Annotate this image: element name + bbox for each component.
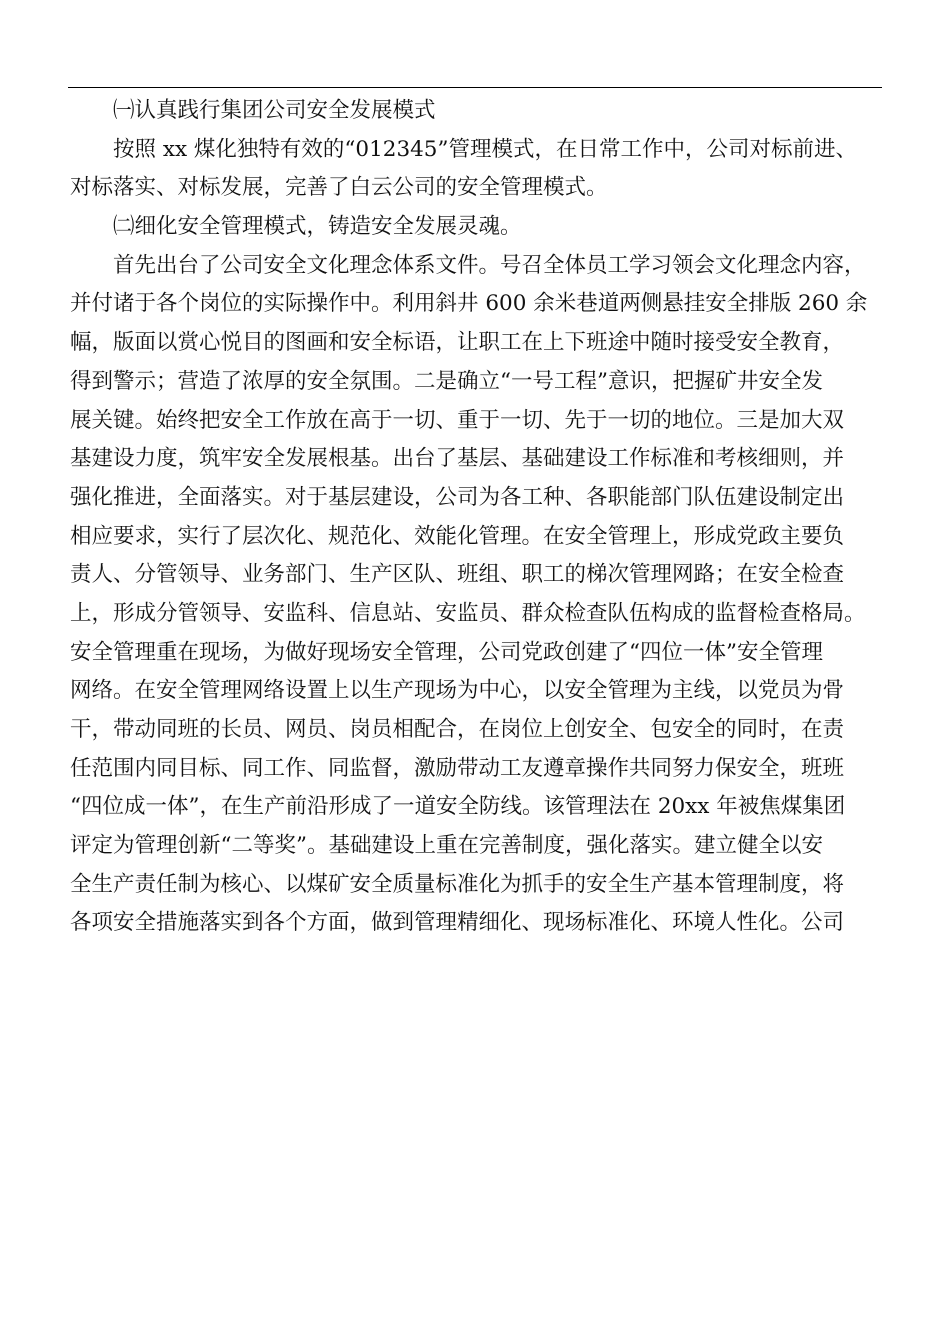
text-line: 干，带动同班的长员、网员、岗员相配合，在岗位上创安全、包安全的同时，在责	[70, 717, 845, 742]
text-line: 评定为管理创新“二等奖”。基础建设上重在完善制度，强化落实。建立健全以安	[70, 833, 823, 859]
paragraph-2	[70, 247, 888, 982]
text-line: 强化推进，全面落实。对于基层建设，公司为各工种、各职能部门队伍建设制定出	[70, 484, 845, 510]
text-line: 各项安全措施落实到各个方面，做到管理精细化、现场标准化、环境人性化。公司	[70, 910, 845, 936]
text-line: 对标落实、对标发展，完善了白云公司的安全管理模式。	[70, 175, 608, 201]
text-line: 安全管理重在现场，为做好现场安全管理，公司党政创建了“四位一体”安全管理	[70, 639, 823, 665]
paragraph-1	[70, 131, 888, 208]
text-line: 全生产责任制为核心、以煤矿安全质量标准化为抓手的安全生产基本管理制度，将	[70, 871, 845, 897]
text-line: 上，形成分管领导、安监科、信息站、安监员、群众检查队伍构成的监督检查格局。	[70, 600, 866, 626]
header-rule	[68, 87, 882, 88]
text-line: 幅，版面以赏心悦目的图画和安全标语，让职工在上下班途中随时接受安全教育，	[70, 330, 845, 356]
text-line: 并付诸于各个岗位的实际操作中。利用斜井 600 余米巷道两侧悬挂安全排版 260 余	[70, 291, 868, 317]
section-heading-1	[70, 92, 888, 131]
text-line	[70, 943, 888, 982]
text-line: 责人、分管领导、业务部门、生产区队、班组、职工的梯次管理网路；在安全检查	[70, 562, 845, 588]
text-line: 任范围内同目标、同工作、同监督，激励带动工友遵章操作共同努力保安全，班班	[70, 755, 845, 781]
section-heading-2	[70, 208, 888, 247]
text-line: ㈠认真践行集团公司安全发展模式	[113, 98, 436, 123]
text-line: 首先出台了公司安全文化理念体系文件。号召全体员工学习领会文化理念内容，	[113, 252, 866, 278]
document-body	[70, 92, 888, 982]
text-line: 展关键。始终把安全工作放在高于一切、重于一切、先于一切的地位。三是加大双	[70, 407, 845, 433]
text-line: 网络。在安全管理网络设置上以生产现场为中心，以安全管理为主线，以党员为骨	[70, 678, 845, 704]
text-line: ㈡细化安全管理模式，铸造安全发展灵魂。	[113, 214, 522, 240]
text-line: 相应要求，实行了层次化、规范化、效能化管理。在安全管理上，形成党政主要负	[70, 523, 845, 549]
text-line: 得到警示；营造了浓厚的安全氛围。二是确立“一号工程”意识，把握矿井安全发	[70, 368, 823, 394]
text-line: 基建设力度，筑牢安全发展根基。出台了基层、基础建设工作标准和考核细则，并	[70, 446, 845, 472]
text-line: 按照 xx 煤化独特有效的“012345”管理模式，在日常工作中，公司对标前进、	[113, 136, 857, 162]
text-line: “四位成一体”，在生产前沿形成了一道安全防线。该管理法在 20xx 年被焦煤集团	[70, 794, 846, 820]
